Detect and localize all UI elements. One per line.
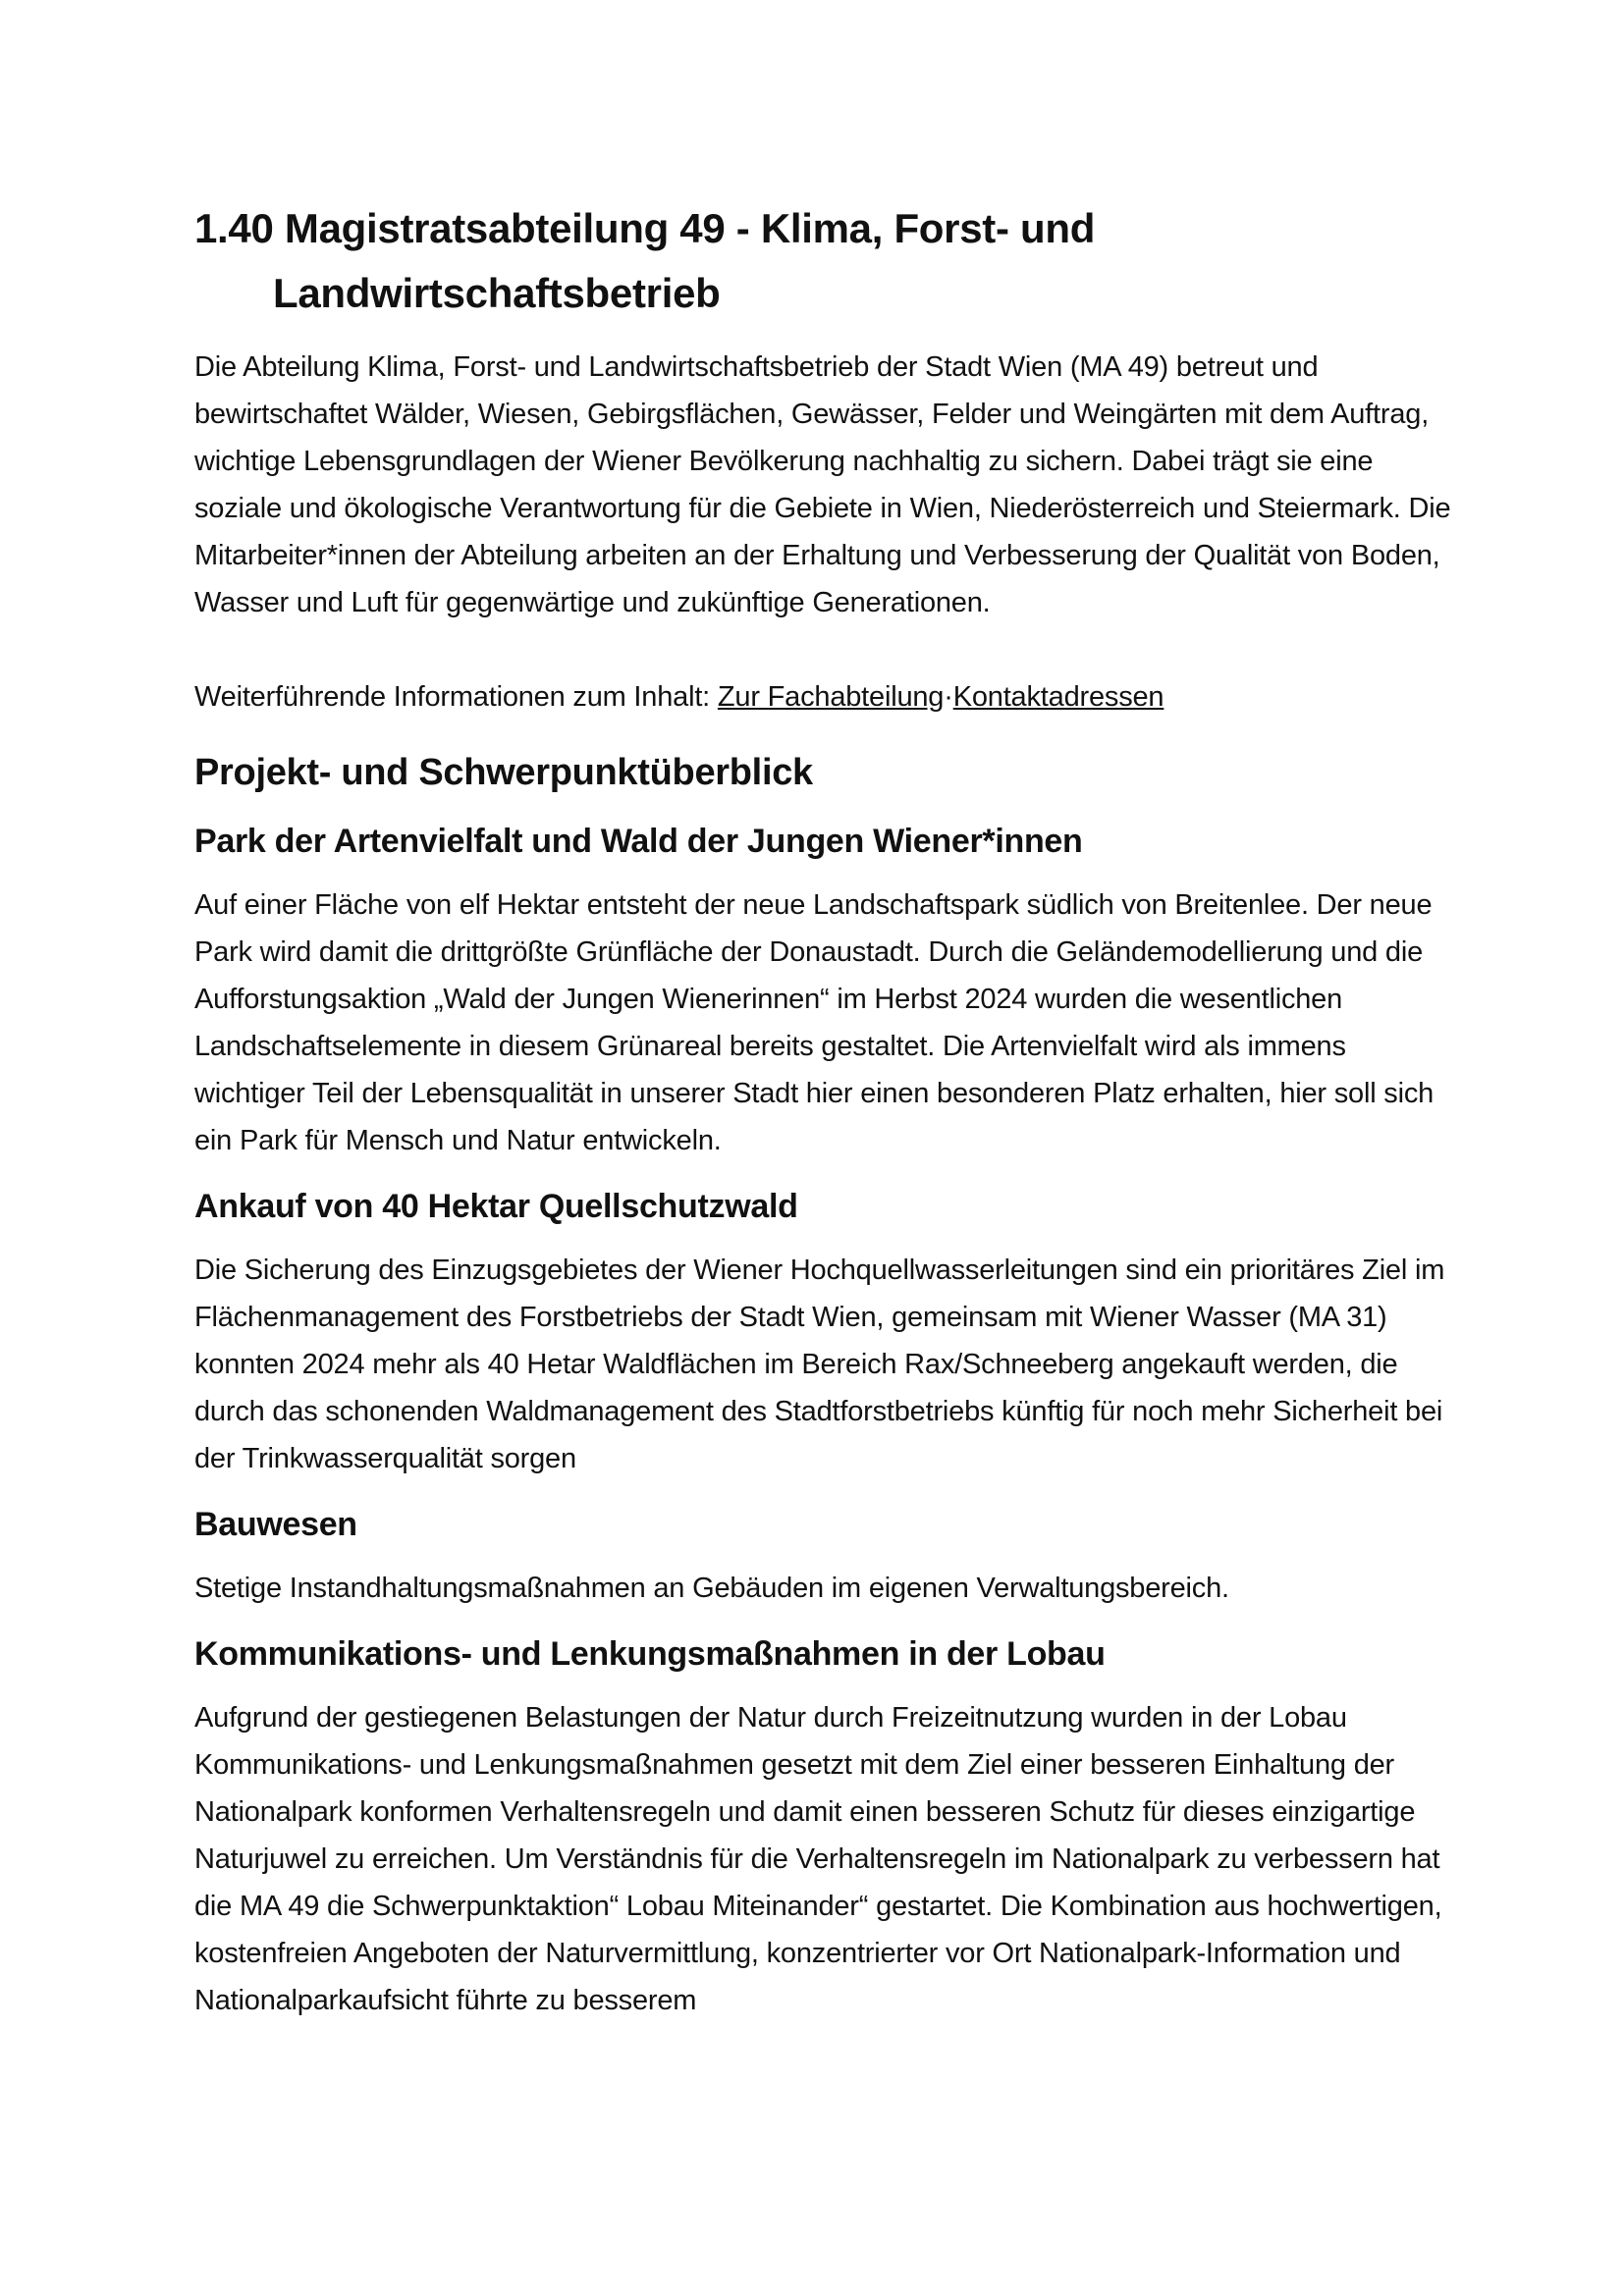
- section-heading-park: Park der Artenvielfalt und Wald der Jungen Wiener*innen: [194, 823, 1083, 860]
- kontaktadressen-link[interactable]: Kontaktadressen: [952, 681, 1164, 713]
- overview-heading: Projekt- und Schwerpunktüberblick: [194, 752, 813, 793]
- section-text-park: Auf einer Fläche von elf Hektar entsteht der neue Landschaftspark südlich von Breitenlee. Der neue Park wird damit die drittgrößte Grünfläche der Donaustadt. Durch die Geländemodellierung und die Aufforstungsaktion „Wald der Jungen Wienerinnen“ im Herbst 2024 wurden die wesentlichen Landschaftselemente in diesem Grünareal bereits gestaltet. Die Artenvielfalt wird als immens wichtiger Teil der Lebensqualität in unserer Stadt hier einen besonderen Platz erhalten, hier soll sich ein Park für Mensch und Natur entwickeln.: [194, 889, 1435, 1156]
- info-line: [194, 673, 1461, 721]
- page-title: 1.40 Magistratsabteilung 49 - Klima, Forst- und Landwirtschaftsbetrieb: [194, 205, 1096, 316]
- intro-paragraph: Die Abteilung Klima, Forst- und Landwirtschaftsbetrieb der Stadt Wien (MA 49) betreut und bewirtschaftet Wälder, Wiesen, Gebirgsflächen, Gewässer, Felder und Weingärten mit dem Auftrag, wichtige Lebensgrundlagen der Wiener Bevölkerung nachhaltig zu sichern. Dabei trägt sie eine soziale und ökologische Verantwortung für die Gebiete in Wien, Niederösterreich und Steiermark. Die Mitarbeiter*innen der Abteilung arbeiten an der Erhaltung und Verbesserung der Qualität von Boden, Wasser und Luft für gegenwärtige und zukünftige Generationen.: [194, 351, 1451, 618]
- section-text-bauwesen: Stetige Instandhaltungsmaßnahmen an Gebäuden im eigenen Verwaltungsbereich.: [194, 1573, 1229, 1604]
- fachabteilung-link[interactable]: Zur Fachabteilung: [717, 681, 945, 713]
- section-text-quellschutzwald: Die Sicherung des Einzugsgebietes der Wiener Hochquellwasserleitungen sind ein prioritäres Ziel im Flächenmanagement des Forstbetriebs der Stadt Wien, gemeinsam mit Wiener Wasser (MA 31) konnten 2024 mehr als 40 Hetar Waldflächen im Bereich Rax/Schneeberg angekauft werden, die durch das schonenden Waldmanagement des Stadtforstbetriebs künftig für noch mehr Sicherheit bei der Trinkwasserqualität sorgen: [194, 1255, 1445, 1474]
- section-heading-bauwesen: Bauwesen: [194, 1506, 357, 1543]
- document-page: [194, 196, 1461, 2024]
- section-heading-quellschutzwald: Ankauf von 40 Hektar Quellschutzwald: [194, 1188, 798, 1225]
- section-text-lobau: Aufgrund der gestiegenen Belastungen der Natur durch Freizeitnutzung wurden in der Lobau Kommunikations- und Lenkungsmaßnahmen gesetzt mit dem Ziel einer besseren Einhaltung der Nationalpark konformen Verhaltensregeln und damit einen besseren Schutz für dieses einzigartige Naturjuwel zu erreichen. Um Verständnis für die Verhaltensregeln im Nationalpark zu verbessern hat die MA 49 die Schwerpunktaktion“ Lobau Miteinander“ gestartet. Die Kombination aus hochwertigen, kostenfreien Angeboten der Naturvermittlung, konzentrierter vor Ort Nationalpark-Information und Nationalparkaufsicht führte zu besserem: [194, 1702, 1442, 2016]
- info-line-separator: ·: [944, 681, 953, 713]
- info-line-prefix: Weiterführende Informationen zum Inhalt:: [194, 681, 711, 713]
- section-heading-lobau: Kommunikations- und Lenkungsmaßnahmen in der Lobau: [194, 1635, 1106, 1673]
